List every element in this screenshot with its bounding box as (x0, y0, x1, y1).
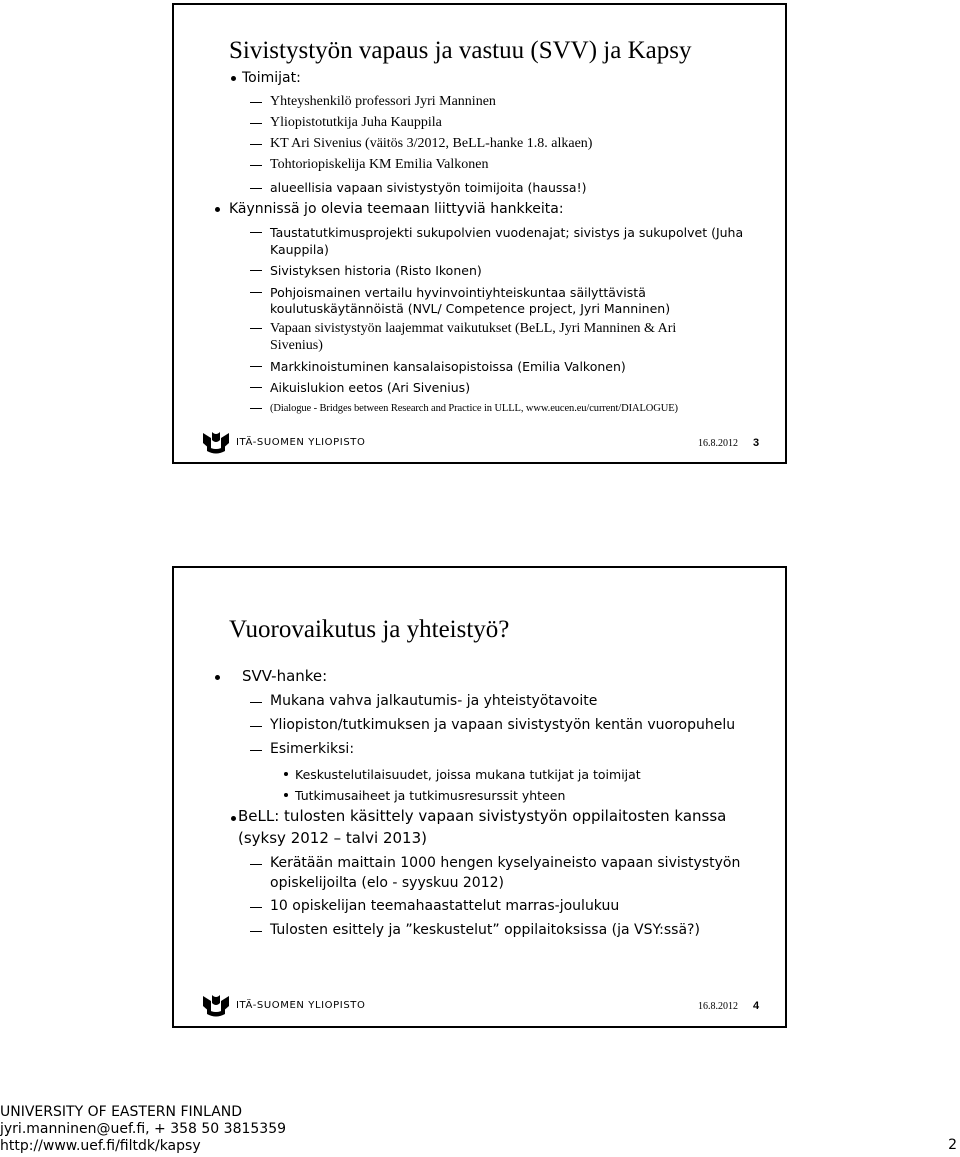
dash (250, 408, 262, 409)
list-item: (Dialogue - Bridges between Research and Practice in ULLL, www.eucen.eu/current/DIALOGUE) (270, 403, 678, 414)
dash (250, 188, 262, 189)
section-heading: Toimijat: (242, 70, 301, 86)
website-link: http://www.uef.fi/filtdk/kapsy (0, 1138, 201, 1154)
list-item: Mukana vahva jalkautumis- ja yhteistyötavoite (270, 693, 598, 709)
footer-date: 16.8.2012 (698, 1001, 738, 1012)
dash (250, 907, 262, 908)
section-heading: Käynnissä jo olevia teemaan liittyviä hankkeita: (229, 201, 564, 217)
dash (250, 123, 262, 124)
dash (250, 165, 262, 166)
footer-page-number: 4 (753, 1000, 760, 1012)
dash (250, 750, 262, 751)
uef-logo-icon (202, 429, 230, 455)
slide-3 (172, 3, 787, 464)
footer-page-number: 3 (753, 437, 760, 449)
bullet (284, 793, 288, 797)
contact-line: jyri.manninen@uef.fi, + 358 50 3815359 (0, 1121, 287, 1137)
footer-university: ITÄ-SUOMEN YLIOPISTO (236, 437, 366, 448)
list-item: Taustatutkimusprojekti sukupolvien vuodenajat; sivistys ja sukupolvet (Juha (270, 225, 744, 240)
list-item: Kerätään maittain 1000 hengen kyselyaineisto vapaan sivistystyön (270, 855, 741, 871)
list-item: Pohjoismainen vertailu hyvinvointiyhteiskuntaa säilyttävistä (270, 285, 646, 300)
bullet (215, 207, 220, 212)
list-item-cont: opiskelijoilta (elo - syyskuu 2012) (270, 875, 504, 891)
bullet (231, 816, 236, 821)
list-item-cont: koulutuskäytännöistä (NVL/ Competence project, Jyri Manninen) (270, 301, 671, 316)
dash (250, 144, 262, 145)
slide-title: Vuorovaikutus ja yhteistyö? (229, 616, 510, 643)
dash (250, 726, 262, 727)
sheet-page-number: 2 (948, 1137, 957, 1153)
list-item-cont: Kauppila) (270, 242, 329, 257)
list-subitem: Tutkimusaiheet ja tutkimusresurssit yhteen (295, 788, 566, 803)
slide-title: Sivistystyön vapaus ja vastuu (SVV) ja Kapsy (229, 37, 692, 64)
footer-date: 16.8.2012 (698, 438, 738, 449)
list-item: Aikuislukion eetos (Ari Sivenius) (270, 380, 471, 395)
list-item: Yliopiston/tutkimuksen ja vapaan sivistystyön kentän vuoropuhelu (270, 717, 736, 733)
list-item-cont: Sivenius) (270, 338, 323, 353)
list-item: Yliopistotutkija Juha Kauppila (270, 115, 442, 130)
dash (250, 328, 262, 329)
bullet (231, 76, 236, 81)
bullet (215, 675, 220, 680)
university-name: UNIVERSITY OF EASTERN FINLAND (0, 1104, 243, 1120)
dash (250, 232, 262, 233)
section-heading: BeLL: tulosten käsittely vapaan sivistystyön oppilaitosten kanssa (238, 807, 727, 825)
dash (250, 102, 262, 103)
dash (250, 387, 262, 388)
list-item: Markkinoistuminen kansalaisopistoissa (Emilia Valkonen) (270, 359, 626, 374)
dash (250, 366, 262, 367)
dash (250, 931, 262, 932)
slide-4 (172, 566, 787, 1028)
list-subitem: Keskustelutilaisuudet, joissa mukana tutkijat ja toimijat (295, 767, 641, 782)
dash (250, 702, 262, 703)
footer-university: ITÄ-SUOMEN YLIOPISTO (236, 1000, 366, 1011)
list-item: KT Ari Sivenius (väitös 3/2012, BeLL-hanke 1.8. alkaen) (270, 136, 593, 151)
section-heading-cont: (syksy 2012 – talvi 2013) (238, 829, 427, 847)
list-item: 10 opiskelijan teemahaastattelut marras-joulukuu (270, 898, 620, 914)
section-heading: SVV-hanke: (242, 667, 328, 685)
dash (250, 292, 262, 293)
list-item: alueellisia vapaan sivistystyön toimijoita (haussa!) (270, 180, 587, 195)
list-item: Sivistyksen historia (Risto Ikonen) (270, 263, 482, 278)
dash (250, 864, 262, 865)
list-item: Yhteyshenkilö professori Jyri Manninen (270, 94, 496, 109)
list-item: Tulosten esittely ja ”keskustelut” oppilaitoksissa (ja VSY:ssä?) (270, 922, 700, 938)
bullet (284, 772, 288, 776)
uef-logo-icon (202, 992, 230, 1018)
list-item: Tohtoriopiskelija KM Emilia Valkonen (270, 157, 489, 172)
list-item: Vapaan sivistystyön laajemmat vaikutukset (BeLL, Jyri Manninen & Ari (270, 321, 677, 336)
dash (250, 270, 262, 271)
list-item: Esimerkiksi: (270, 741, 355, 757)
